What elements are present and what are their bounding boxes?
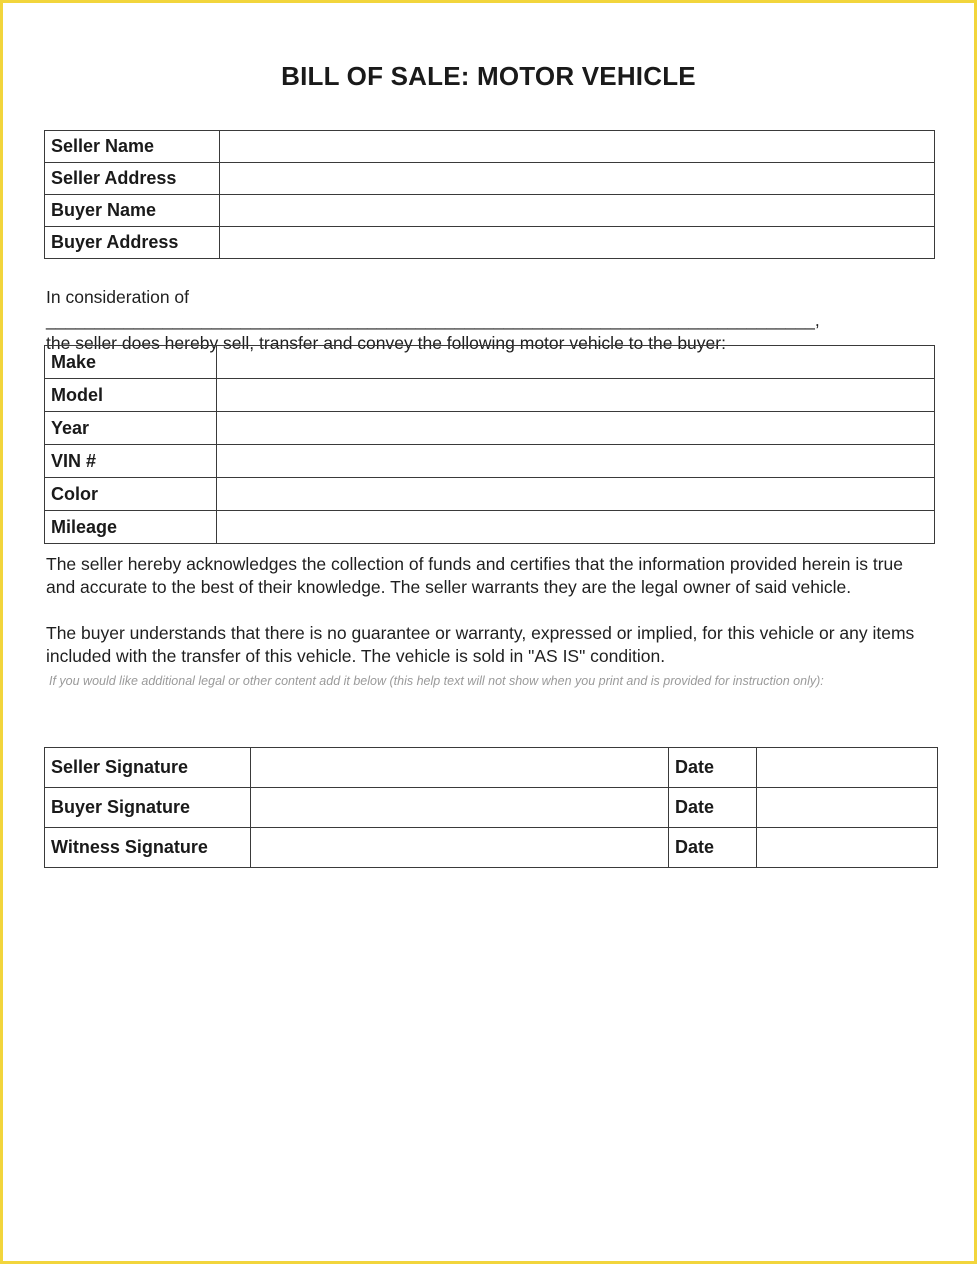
year-field[interactable] [217,412,935,445]
mileage-label: Mileage [45,511,217,544]
table-row [45,445,935,478]
color-field[interactable] [217,478,935,511]
witness-signature-label: Witness Signature [45,828,251,868]
buyer-signature-label: Buyer Signature [45,788,251,828]
table-row [45,227,935,259]
model-field[interactable] [217,379,935,412]
seller-address-field[interactable] [220,163,935,195]
party-info-table [44,130,935,259]
buyer-address-field[interactable] [220,227,935,259]
warranty-line: included with the transfer of this vehicle. The vehicle is sold in "AS IS" condition. [46,646,666,666]
warranty-line: The buyer understands that there is no guarantee or warranty, expressed or implied, for this vehicle or any items [46,623,915,643]
buyer-signature-field[interactable] [251,788,669,828]
buyer-address-label: Buyer Address [45,227,220,259]
vin-label: VIN # [45,445,217,478]
date-label: Date [669,788,757,828]
color-label: Color [45,478,217,511]
help-text: If you would like additional legal or other content add it below (this help text will not show when you print and is provided for instruction only): [49,674,824,688]
buyer-name-label: Buyer Name [45,195,220,227]
seller-signature-label: Seller Signature [45,748,251,788]
table-row [45,511,935,544]
table-row [45,788,938,828]
buyer-name-field[interactable] [220,195,935,227]
year-label: Year [45,412,217,445]
table-row [45,412,935,445]
table-row [45,195,935,227]
table-row [45,748,938,788]
document-title: BILL OF SALE: MOTOR VEHICLE [281,61,696,91]
buyer-date-field[interactable] [757,788,938,828]
conveyance-line: the seller does hereby sell, transfer and convey the following motor vehicle to the buyer: [46,333,726,353]
acknowledgement-line: The seller hereby acknowledges the collection of funds and certifies that the information provided herein is true [46,554,904,574]
date-label: Date [669,748,757,788]
table-row [45,346,935,379]
witness-date-field[interactable] [757,828,938,868]
seller-name-label: Seller Name [45,131,220,163]
acknowledgement-paragraph [46,553,946,599]
consideration-line: In consideration of _______________________________________________________________________________, [46,287,820,330]
table-row [45,828,938,868]
date-label: Date [669,828,757,868]
table-row [45,131,935,163]
seller-address-label: Seller Address [45,163,220,195]
warranty-paragraph [46,622,946,668]
make-field[interactable] [217,346,935,379]
vehicle-info-table [44,345,935,544]
model-label: Model [45,379,217,412]
table-row [45,478,935,511]
mileage-field[interactable] [217,511,935,544]
witness-signature-field[interactable] [251,828,669,868]
seller-date-field[interactable] [757,748,938,788]
vin-field[interactable] [217,445,935,478]
seller-name-field[interactable] [220,131,935,163]
acknowledgement-line: and accurate to the best of their knowledge. The seller warrants they are the legal owner of said vehicle. [46,577,852,597]
make-label: Make [45,346,217,379]
table-row [45,163,935,195]
signature-table [44,747,938,868]
table-row [45,379,935,412]
seller-signature-field[interactable] [251,748,669,788]
